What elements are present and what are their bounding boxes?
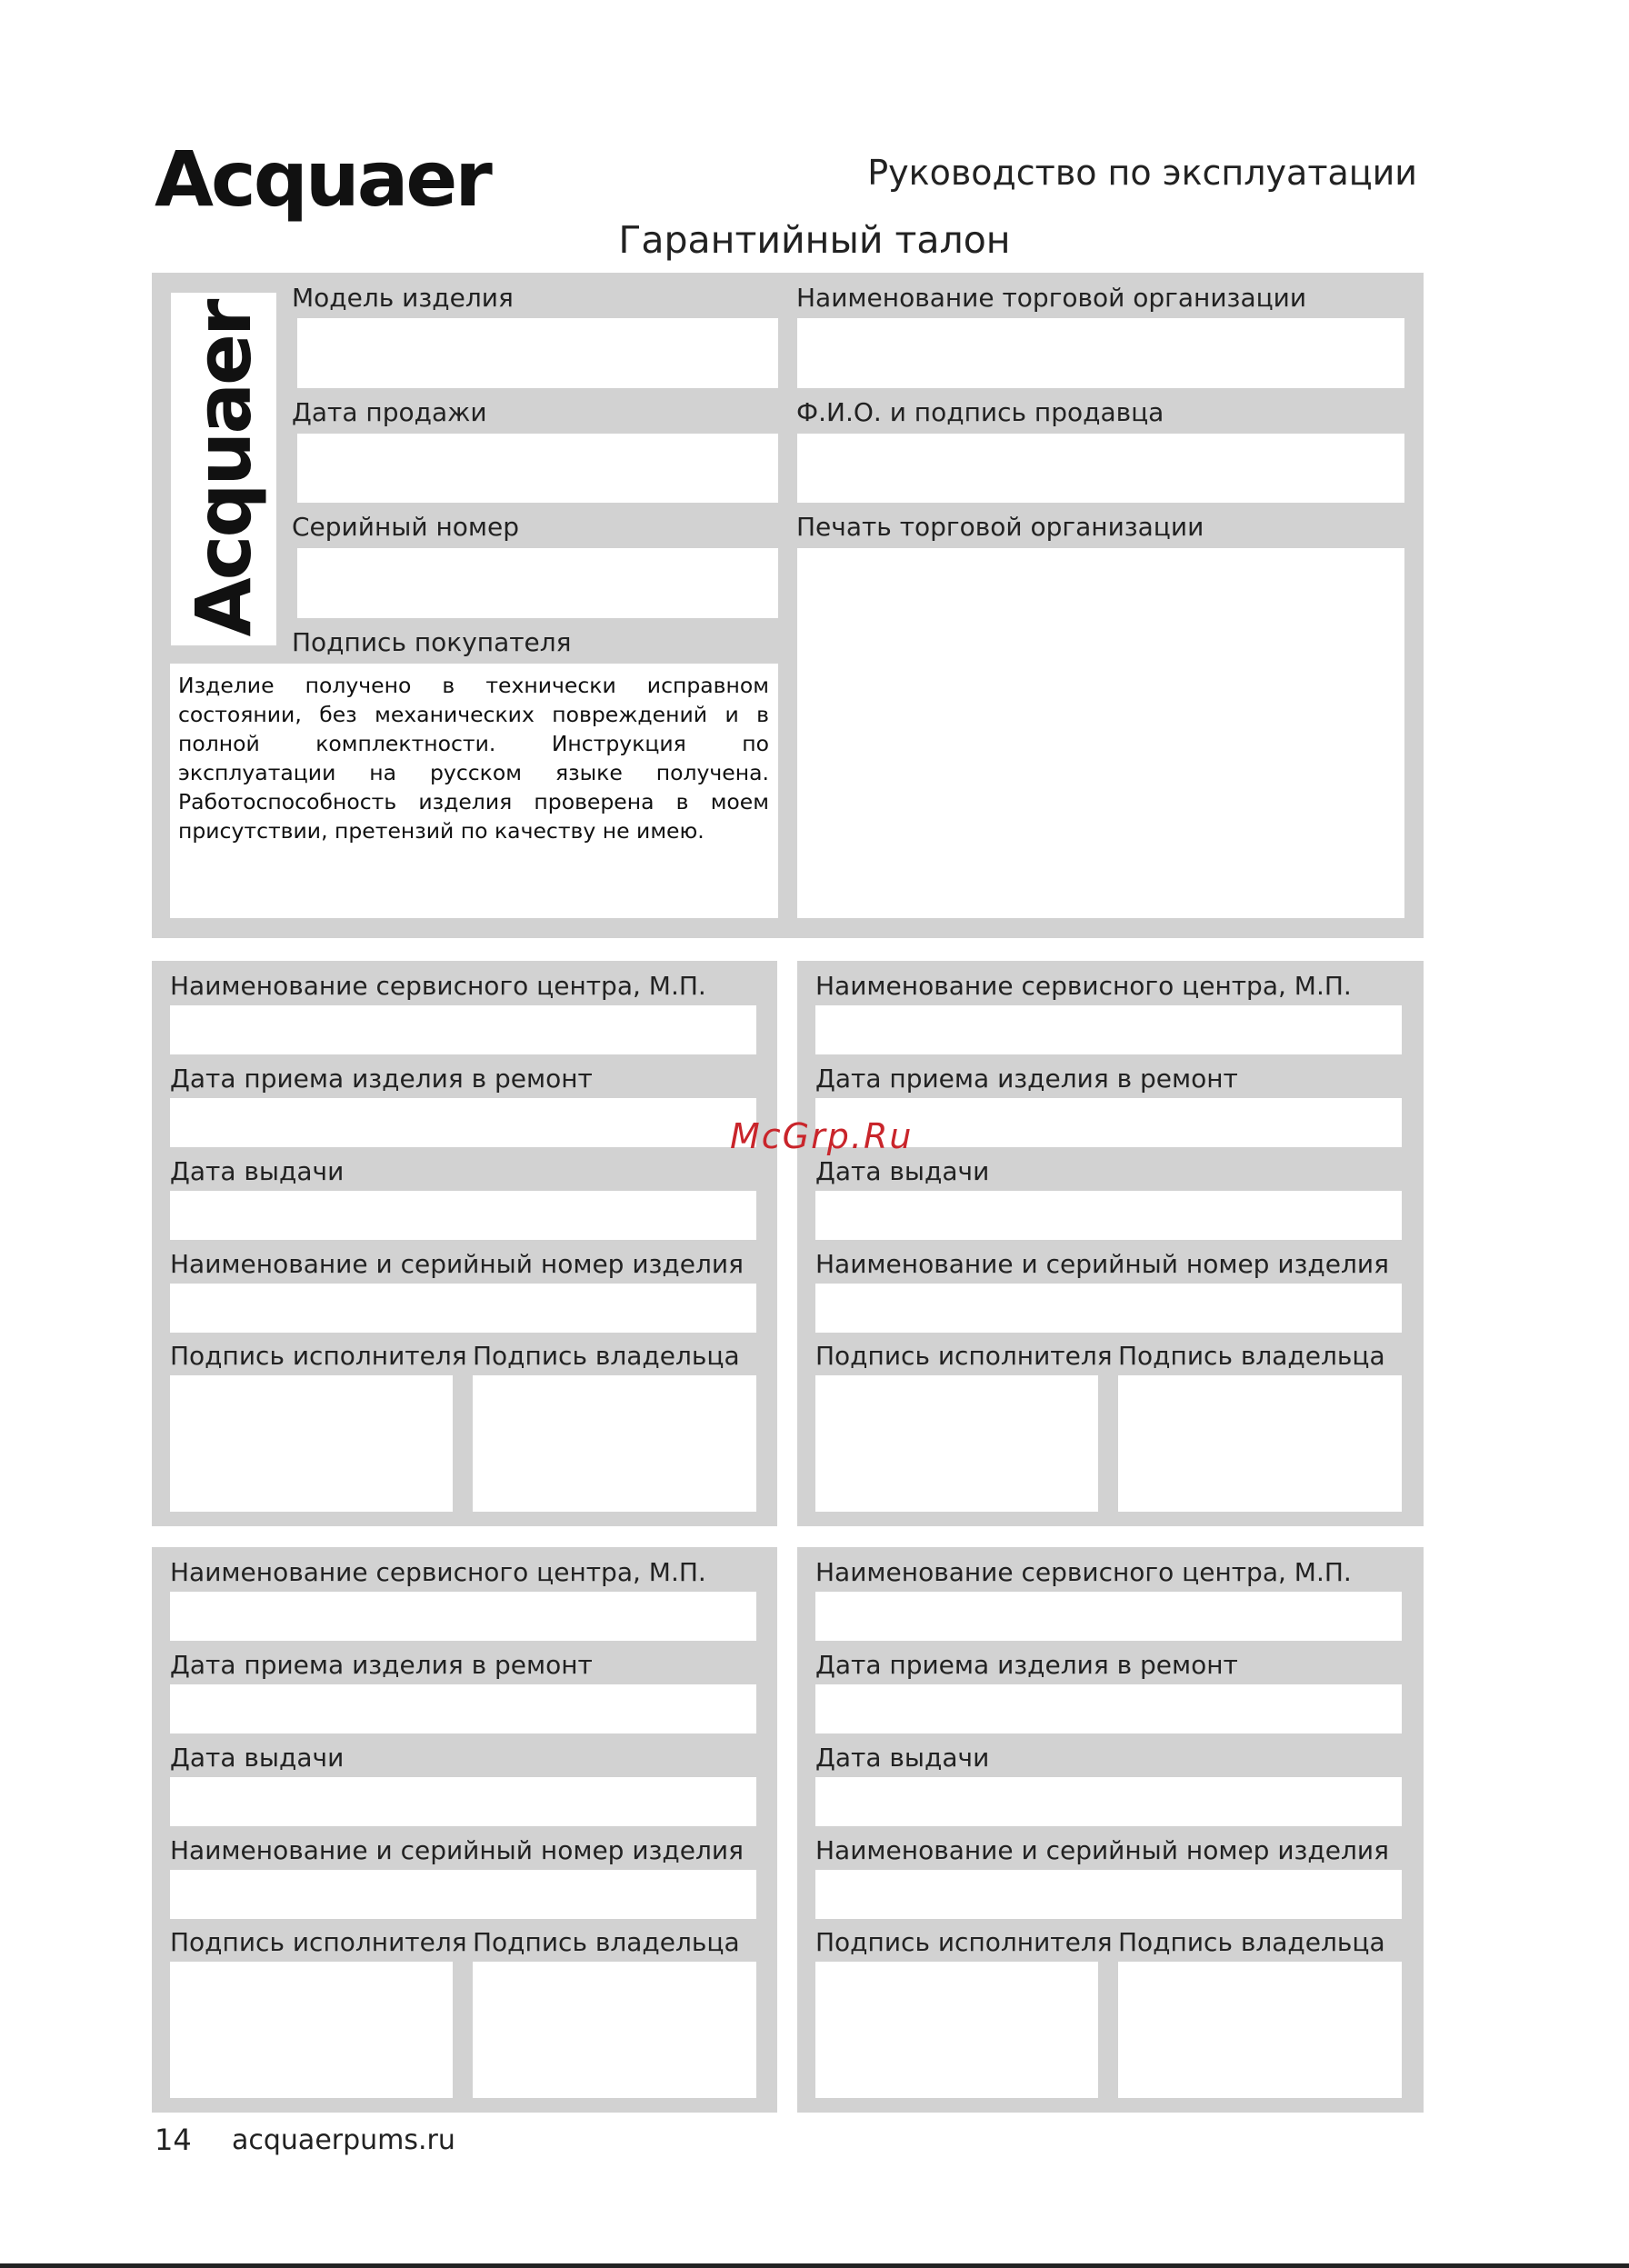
product-serial-label: Наименование и серийный номер изделия — [170, 1249, 744, 1279]
bottom-divider — [0, 2263, 1629, 2268]
sale-date-label: Дата продажи — [292, 397, 487, 427]
footer-url: acquaerpums.ru — [232, 2124, 455, 2156]
watermark-text: McGrp.Ru — [730, 1116, 914, 1156]
service-center-label: Наименование сервисного центра, М.П. — [170, 971, 706, 1001]
page-number: 14 — [155, 2123, 192, 2157]
performer-signature-label: Подпись исполнителя — [170, 1927, 467, 1957]
performer-signature-label: Подпись исполнителя — [170, 1341, 467, 1371]
product-serial-label: Наименование и серийный номер изделия — [170, 1835, 744, 1865]
performer-signature-label: Подпись исполнителя — [815, 1927, 1113, 1957]
owner-signature-label: Подпись владельца — [473, 1927, 740, 1957]
service-center-label: Наименование сервисного центра, М.П. — [170, 1557, 706, 1587]
issue-date-label: Дата выдачи — [170, 1743, 345, 1773]
owner-signature-field[interactable] — [473, 1375, 756, 1512]
model-field[interactable] — [297, 318, 778, 388]
receive-date-field[interactable] — [170, 1684, 756, 1733]
receive-date-label: Дата приема изделия в ремонт — [815, 1650, 1238, 1680]
manual-title: Руководство по эксплуатации — [867, 153, 1417, 193]
receive-date-field[interactable] — [815, 1684, 1402, 1733]
performer-signature-field[interactable] — [815, 1375, 1098, 1512]
service-center-field[interactable] — [815, 1592, 1402, 1641]
brand-logo: Acquaer — [155, 135, 490, 224]
performer-signature-field[interactable] — [170, 1375, 453, 1512]
owner-signature-field[interactable] — [1118, 1375, 1402, 1512]
owner-signature-label: Подпись владельца — [1118, 1927, 1385, 1957]
service-center-field[interactable] — [170, 1592, 756, 1641]
model-label: Модель изделия — [292, 283, 514, 313]
receive-date-label: Дата приема изделия в ремонт — [815, 1064, 1238, 1094]
serial-label: Серийный номер — [292, 512, 520, 542]
product-serial-field[interactable] — [170, 1870, 756, 1919]
page-title: Гарантийный талон — [618, 218, 1011, 262]
receive-date-label: Дата приема изделия в ремонт — [170, 1650, 593, 1680]
trade-org-field[interactable] — [797, 318, 1404, 388]
owner-signature-label: Подпись владельца — [473, 1341, 740, 1371]
issue-date-field[interactable] — [815, 1777, 1402, 1826]
performer-signature-field[interactable] — [170, 1962, 453, 2098]
product-serial-field[interactable] — [815, 1284, 1402, 1333]
sale-date-field[interactable] — [297, 434, 778, 503]
issue-date-label: Дата выдачи — [170, 1156, 345, 1186]
issue-date-field[interactable] — [170, 1191, 756, 1240]
performer-signature-field[interactable] — [815, 1962, 1098, 2098]
product-serial-label: Наименование и серийный номер изделия — [815, 1835, 1389, 1865]
issue-date-field[interactable] — [815, 1191, 1402, 1240]
owner-signature-field[interactable] — [1118, 1962, 1402, 2098]
receive-date-label: Дата приема изделия в ремонт — [170, 1064, 593, 1094]
service-center-label: Наименование сервисного центра, М.П. — [815, 1557, 1352, 1587]
owner-signature-field[interactable] — [473, 1962, 756, 2098]
vertical-brand-logo: Acquaer — [179, 301, 268, 637]
buyer-signature-label: Подпись покупателя — [292, 627, 572, 657]
issue-date-label: Дата выдачи — [815, 1743, 990, 1773]
product-serial-field[interactable] — [170, 1284, 756, 1333]
seller-label: Ф.И.О. и подпись продавца — [796, 397, 1164, 427]
service-center-field[interactable] — [815, 1005, 1402, 1054]
serial-field[interactable] — [297, 548, 778, 618]
product-serial-field[interactable] — [815, 1870, 1402, 1919]
issue-date-field[interactable] — [170, 1777, 756, 1826]
trade-org-label: Наименование торговой организации — [796, 283, 1307, 313]
performer-signature-label: Подпись исполнителя — [815, 1341, 1113, 1371]
receive-date-field[interactable] — [170, 1098, 756, 1147]
stamp-label: Печать торговой организации — [796, 512, 1204, 542]
service-center-label: Наименование сервисного центра, М.П. — [815, 971, 1352, 1001]
owner-signature-label: Подпись владельца — [1118, 1341, 1385, 1371]
declaration-text: Изделие получено в технически исправном состоянии, без механических повреждений и в полной комплектности. Инструкция по эксплуатации на русском языке получена. Работоспособность изделия проверена в моем присутствии, претензий по качеству не имею. — [178, 673, 769, 844]
seller-field[interactable] — [797, 434, 1404, 503]
product-serial-label: Наименование и серийный номер изделия — [815, 1249, 1389, 1279]
stamp-field[interactable] — [797, 548, 1404, 918]
issue-date-label: Дата выдачи — [815, 1156, 990, 1186]
service-center-field[interactable] — [170, 1005, 756, 1054]
